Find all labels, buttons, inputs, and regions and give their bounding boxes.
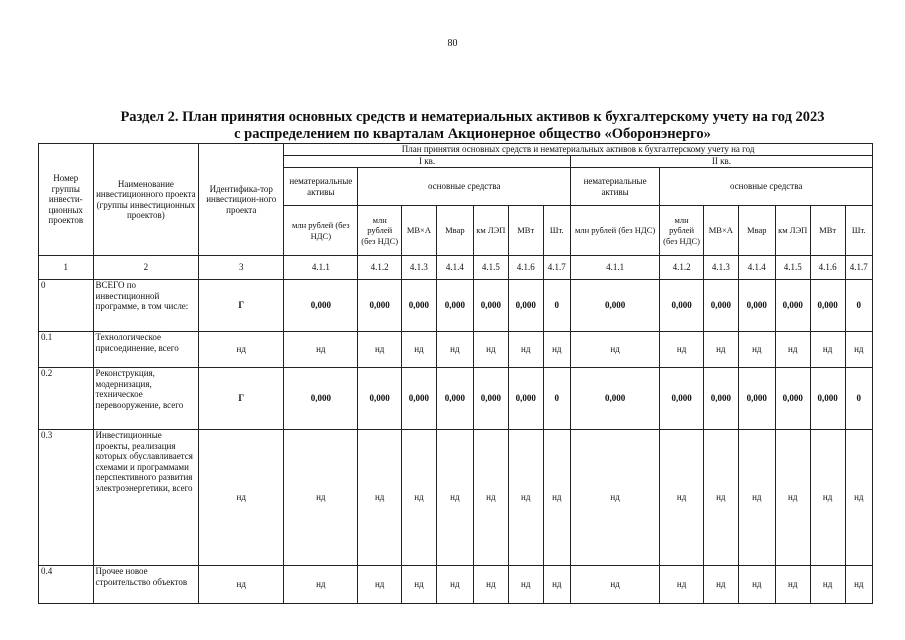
cell-q2: 0,000 [810,280,845,332]
cell-q2: 0,000 [570,368,659,430]
cell-q2: 0,000 [660,368,704,430]
cell-q2: 0,000 [775,368,810,430]
cell-q2: нд [845,566,872,604]
header-unit-q2-7: Шт. [845,206,872,256]
cell-q2: нд [738,430,775,566]
cell-q1: нд [401,566,436,604]
cell-q1: 0,000 [358,368,402,430]
header-plan-caption: План принятия основных средств и нематериальных активов к бухгалтерскому учету на год [284,144,873,156]
cell-q2: 0,000 [738,280,775,332]
header-unit-q2-1: млн рублей (без НДС) [570,206,659,256]
column-index-4: 4.1.1 [284,256,358,280]
header-unit-q1-2: млн рублей (без НДС) [358,206,402,256]
cell-q1: 0,000 [401,280,436,332]
cell-q2: 0,000 [775,280,810,332]
header-unit-q2-6: МВт [810,206,845,256]
cell-q2: нд [810,566,845,604]
cell-q1: 0,000 [508,280,543,332]
cell-q1: 0 [543,280,570,332]
cell-q1: нд [543,566,570,604]
header-quarter-1: I кв. [284,156,571,168]
column-index-15: 4.1.5 [775,256,810,280]
cell-q1: нд [543,430,570,566]
header-fixed-assets-q1: основные средства [358,168,571,206]
page-number: 80 [447,38,458,49]
header-unit-q2-5: км ЛЭП [775,206,810,256]
cell-q1: 0,000 [436,280,473,332]
cell-q1: нд [401,430,436,566]
cell-q1: нд [508,566,543,604]
row-name: ВСЕГО по инвестиционной программе, в том числе: [93,280,199,332]
title-line-2: с распределением по кварталам Акционерное общество «Оборонэнерго» [234,126,711,142]
document-title [60,109,885,143]
header-unit-q1-5: км ЛЭП [473,206,508,256]
row-name: Прочее новое строительство объектов [93,566,199,604]
cell-q2: нд [660,332,704,368]
cell-q1: нд [473,566,508,604]
column-index-16: 4.1.6 [810,256,845,280]
header-unit-q1-1: млн рублей (без НДС) [284,206,358,256]
row-id: Г [199,280,284,332]
column-index-9: 4.1.6 [508,256,543,280]
cell-q1: нд [358,332,402,368]
cell-q2: 0,000 [703,280,738,332]
cell-q2: 0,000 [703,368,738,430]
cell-q2: нд [703,566,738,604]
column-index-6: 4.1.3 [401,256,436,280]
column-index-12: 4.1.2 [660,256,704,280]
header-quarter-2: II кв. [570,156,872,168]
header-unit-q1-4: Мвар [436,206,473,256]
row-name: Реконструкция, модернизация, техническое перевооружение, всего [93,368,199,430]
row-name: Инвестиционные проекты, реализация которых обуславливается схемами и программами перспективного развития электроэнергетики, всего [93,430,199,566]
row-number: 0.3 [39,430,94,566]
row-number: 0.1 [39,332,94,368]
table-row [39,566,873,604]
cell-q1: 0,000 [508,368,543,430]
row-number: 0.2 [39,368,94,430]
column-index-2: 2 [93,256,199,280]
row-id: нд [199,332,284,368]
cell-q1: 0 [543,368,570,430]
header-project-name: Наименование инвестиционного проекта (группы инвестиционных проектов) [93,144,199,256]
cell-q2: 0,000 [660,280,704,332]
header-fixed-assets-q2: основные средства [660,168,873,206]
table-row [39,332,873,368]
header-unit-q1-3: МВ×А [401,206,436,256]
column-index-1: 1 [39,256,94,280]
cell-q2: нд [660,566,704,604]
column-index-17: 4.1.7 [845,256,872,280]
column-index-5: 4.1.2 [358,256,402,280]
cell-q1: нд [543,332,570,368]
row-id: нд [199,430,284,566]
cell-q2: нд [738,332,775,368]
cell-q2: нд [703,430,738,566]
cell-q1: 0,000 [284,280,358,332]
row-name: Технологическое присоединение, всего [93,332,199,368]
plan-table [38,143,873,604]
cell-q2: нд [703,332,738,368]
cell-q2: 0,000 [738,368,775,430]
cell-q1: 0,000 [473,368,508,430]
cell-q1: нд [436,332,473,368]
cell-q1: нд [508,430,543,566]
column-index-11: 4.1.1 [570,256,659,280]
cell-q1: нд [358,430,402,566]
cell-q1: нд [436,566,473,604]
cell-q1: нд [284,332,358,368]
title-line-1: Раздел 2. План принятия основных средств и нематериальных активов к бухгалтерскому учету на год 2023 [120,109,825,125]
row-id: Г [199,368,284,430]
cell-q2: нд [570,430,659,566]
header-unit-q2-3: МВ×А [703,206,738,256]
table-row [39,430,873,566]
cell-q2: нд [570,566,659,604]
cell-q2: нд [738,566,775,604]
cell-q2: нд [775,332,810,368]
cell-q1: нд [436,430,473,566]
cell-q1: 0,000 [401,368,436,430]
column-index-14: 4.1.4 [738,256,775,280]
cell-q2: нд [810,332,845,368]
column-index-7: 4.1.4 [436,256,473,280]
cell-q1: нд [284,430,358,566]
table-row [39,368,873,430]
header-unit-q1-6: МВт [508,206,543,256]
cell-q2: нд [775,566,810,604]
cell-q1: нд [401,332,436,368]
header-group-number: Номер группы инвести-ционных проектов [39,144,94,256]
cell-q1: нд [284,566,358,604]
column-index-13: 4.1.3 [703,256,738,280]
cell-q2: нд [660,430,704,566]
row-number: 0.4 [39,566,94,604]
cell-q2: 0 [845,368,872,430]
cell-q1: нд [358,566,402,604]
cell-q2: 0 [845,280,872,332]
cell-q1: 0,000 [473,280,508,332]
header-project-id: Идентифика-тор инвестицион-ного проекта [199,144,284,256]
header-unit-q2-2: млн рублей (без НДС) [660,206,704,256]
header-intangible-q2: нематериальные активы [570,168,659,206]
cell-q1: 0,000 [358,280,402,332]
cell-q1: 0,000 [436,368,473,430]
cell-q1: нд [508,332,543,368]
header-intangible-q1: нематериальные активы [284,168,358,206]
cell-q2: 0,000 [810,368,845,430]
cell-q2: нд [845,430,872,566]
header-unit-q1-7: Шт. [543,206,570,256]
cell-q2: нд [775,430,810,566]
cell-q1: 0,000 [284,368,358,430]
cell-q2: нд [810,430,845,566]
row-number: 0 [39,280,94,332]
cell-q1: нд [473,332,508,368]
header-unit-q2-4: Мвар [738,206,775,256]
table-row [39,280,873,332]
cell-q2: 0,000 [570,280,659,332]
column-index-10: 4.1.7 [543,256,570,280]
column-index-3: 3 [199,256,284,280]
cell-q2: нд [570,332,659,368]
cell-q1: нд [473,430,508,566]
cell-q2: нд [845,332,872,368]
column-index-8: 4.1.5 [473,256,508,280]
row-id: нд [199,566,284,604]
